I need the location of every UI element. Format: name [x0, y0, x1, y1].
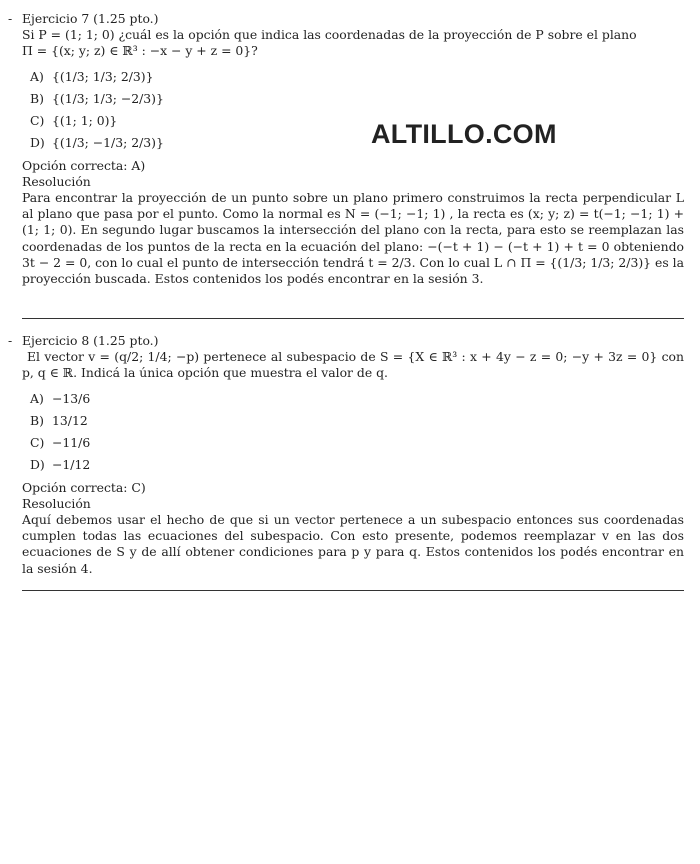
exercise-7-options	[30, 66, 684, 154]
option-letter: B)	[30, 412, 44, 428]
section-divider	[22, 318, 684, 319]
exercise-7-option-d[interactable]	[30, 132, 684, 154]
option-value: −11/6	[52, 434, 91, 450]
exercise-8-option-b[interactable]	[30, 410, 684, 432]
exercise-7-resolution-title: Resolución	[22, 173, 91, 189]
option-value: {(1/3; −1/3; 2/3)}	[52, 134, 164, 150]
exercise-8-resolution-title: Resolución	[22, 495, 91, 511]
exercise-8-option-c[interactable]	[30, 432, 684, 454]
exercise-7-option-c[interactable]	[30, 110, 684, 132]
watermark-logo: ALTILLO.COM	[371, 119, 557, 149]
option-value: 13/12	[52, 412, 88, 428]
section-divider	[22, 590, 684, 591]
exercise-8-resolution-text: Aquí debemos usar el hecho de que si un vector pertenece a un subespacio entonces sus coordenadas cumplen todas las ecuaciones del subespacio. Con esto presente, podemos reemplazar v en las dos ecuaciones de S y de allí obtener condiciones para p y para q. Estos contenidos los podés encontrar en la sesión 4.	[22, 512, 684, 576]
option-value: −13/6	[52, 390, 91, 406]
bullet-dash: -	[8, 333, 13, 348]
exercise-7	[8, 11, 684, 287]
exercise-7-question-line-2: Π = {(x; y; z) ∈ ℝ³ : −x − y + z = 0}?	[22, 43, 258, 59]
bullet-dash: -	[8, 11, 13, 26]
option-value: {(1/3; 1/3; −2/3)}	[52, 90, 164, 106]
exercise-7-correct-answer: Opción correcta: A)	[22, 157, 146, 173]
exercise-8-option-d[interactable]	[30, 454, 684, 476]
option-value: {(1/3; 1/3; 2/3)}	[52, 68, 154, 84]
exercise-8-option-a[interactable]	[30, 388, 684, 410]
option-value: −1/12	[52, 456, 91, 472]
option-letter: A)	[30, 68, 44, 84]
option-letter: C)	[30, 434, 45, 450]
option-letter: C)	[30, 112, 45, 128]
option-letter: A)	[30, 390, 44, 406]
exercise-7-question-line-1: Si P = (1; 1; 0) ¿cuál es la opción que indica las coordenadas de la proyección de P sobre el plano	[22, 27, 637, 43]
exercise-7-question	[22, 27, 684, 59]
option-value: {(1; 1; 0)}	[52, 112, 118, 128]
exercise-8-title: Ejercicio 8 (1.25 pto.)	[22, 333, 159, 348]
exercise-8-question: El vector v = (q/2; 1/4; −p) pertenece al subespacio de S = {X ∈ ℝ³ : x + 4y − z = 0; −y + 3z = 0} con p, q ∈ ℝ. Indicá la única opción que muestra el valor de q.	[22, 349, 684, 381]
exercise-7-option-a[interactable]	[30, 66, 684, 88]
option-letter: D)	[30, 134, 45, 150]
exercise-8	[8, 333, 684, 577]
exercise-7-title: Ejercicio 7 (1.25 pto.)	[22, 11, 159, 26]
exercise-8-correct-answer: Opción correcta: C)	[22, 479, 146, 495]
option-letter: D)	[30, 456, 45, 472]
exercise-7-option-b[interactable]	[30, 88, 684, 110]
exercise-8-options	[30, 388, 684, 476]
exercise-7-resolution-text: Para encontrar la proyección de un punto sobre un plano primero construimos la recta perpendicular L al plano que pasa por el punto. Como la normal es N = (−1; −1; 1) , la recta es (x; y; z) = t(−1; −1; 1) + (1; 1; 0). En segundo lugar buscamos la intersección del plano con la recta, para esto se reemplazan las coordenadas de los puntos de la recta en la ecuación del plano: −(−t + 1) − (−t + 1) + t = 0 obteniendo 3t − 2 = 0, con lo cual el punto de intersección tendrá t = 2/3. Con lo cual L ∩ Π = {(1/3; 1/3; 2/3)} es la proyección buscada. Estos contenidos los podés encontrar en la sesión 3.	[22, 190, 684, 287]
option-letter: B)	[30, 90, 44, 106]
